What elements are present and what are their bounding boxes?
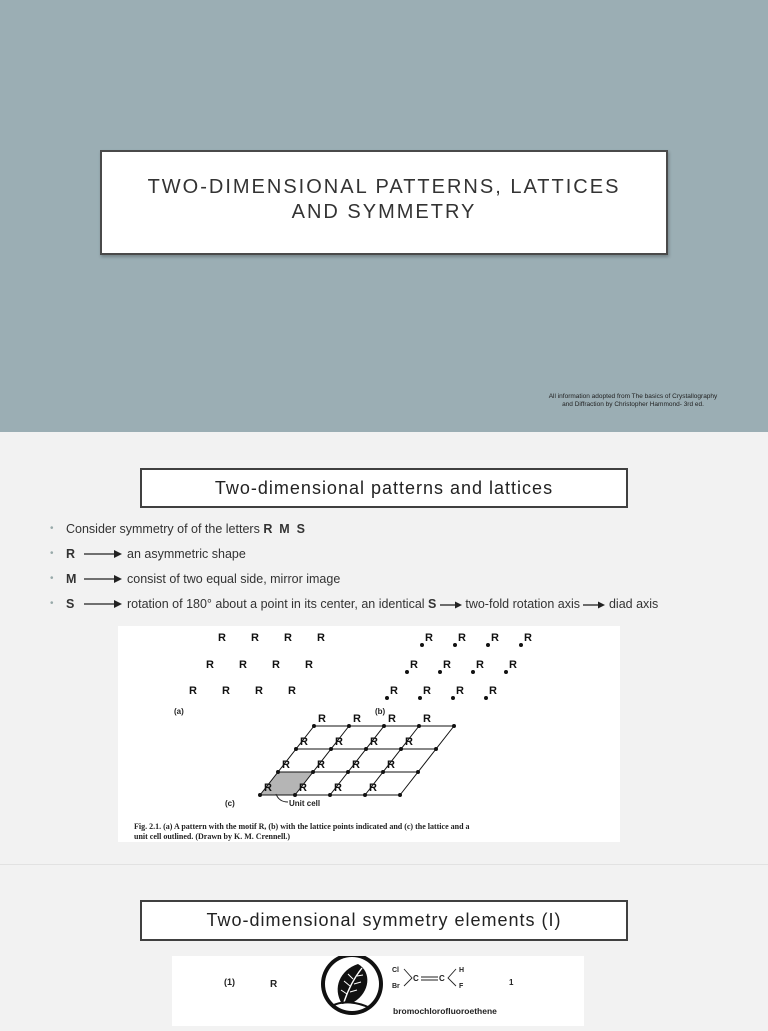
motif-r: R [251, 632, 259, 644]
pattern-b [385, 632, 532, 700]
atom-cl: Cl [392, 967, 399, 974]
bullet-list [50, 520, 750, 620]
lattice-point [434, 747, 438, 751]
motif-r: R [388, 713, 396, 725]
bond-right [448, 969, 456, 986]
motif-r: R [476, 659, 484, 671]
motif-r: R [335, 736, 343, 748]
motif-r: R [489, 685, 497, 697]
lattice-point [385, 696, 389, 700]
carbon-2: C [439, 974, 445, 983]
motif-r: R [443, 659, 451, 671]
motif-r: R [272, 659, 280, 671]
motif-r: R [264, 782, 272, 794]
lattice-point [504, 670, 508, 674]
slide-heading [140, 468, 628, 508]
motif-r: R [189, 685, 197, 697]
atom-h: H [459, 967, 465, 974]
title-slide [0, 0, 768, 432]
lattice-point [328, 793, 332, 797]
slide-heading-text: Two-dimensional patterns and lattices [214, 477, 554, 498]
patterns-slide [0, 432, 768, 865]
motif-r: R [284, 632, 292, 644]
motif-r: R [218, 632, 226, 644]
lattice-point [364, 747, 368, 751]
bullet-desc-a: rotation of 180° about a point in its center, an identical [127, 597, 425, 611]
motif-r: R [206, 659, 214, 671]
leaf-emblem-icon [321, 956, 383, 1015]
symmetry-figure [172, 956, 584, 1026]
bullet-letter: R [66, 547, 76, 561]
motif-r: R [456, 685, 464, 697]
motif-r: R [299, 782, 307, 794]
slide-title [148, 175, 621, 225]
bullet-full [66, 520, 305, 538]
bond-left [404, 969, 412, 986]
credit-line-1: All information adopted from The basics of Crystallography [548, 393, 718, 400]
symmetry-figure-svg [172, 956, 584, 1026]
title-line-2: AND SYMMETRY [291, 200, 477, 223]
arrow-icon [84, 572, 122, 586]
arrow-icon [583, 600, 605, 610]
bullet-desc-c: diad axis [608, 597, 659, 611]
slide-heading-text: Two-dimensional symmetry elements (I) [206, 910, 562, 930]
lattice-point [382, 724, 386, 728]
motif-r: R [305, 659, 313, 671]
bullet-item [50, 595, 750, 620]
motif-r: R [369, 782, 377, 794]
slide-heading [140, 900, 628, 941]
motif-r: R [255, 685, 263, 697]
lattice-point [519, 643, 523, 647]
motif-r: R [334, 782, 342, 794]
motif-r: R [423, 713, 431, 725]
motif-r: R [318, 713, 326, 725]
arrow-icon [440, 600, 462, 610]
bullet-text: Consider symmetry of of the letters [66, 522, 260, 536]
bullet-desc [127, 595, 658, 613]
motif-r: R [282, 759, 290, 771]
unit-cell-label: Unit cell [289, 799, 321, 808]
motif-r: R [317, 759, 325, 771]
bullet-item [50, 570, 750, 595]
motif-r: R [423, 685, 431, 697]
lattice-figure-svg [118, 626, 620, 842]
motif-r: R [524, 632, 532, 644]
motif-r: R [491, 632, 499, 644]
label-a: (a) [174, 707, 184, 716]
figure-caption-2: unit cell outlined. (Drawn by K. M. Crennell.) [134, 832, 291, 841]
bullet-letters: R M S [263, 522, 305, 536]
lattice-point [347, 724, 351, 728]
lattice-point [381, 770, 385, 774]
arrow-icon [84, 547, 122, 561]
pattern-a [189, 632, 325, 697]
lattice-point [416, 770, 420, 774]
molecule-name: bromochlorofluoroethene [393, 1006, 497, 1016]
bullet-desc: an asymmetric shape [127, 547, 246, 561]
lattice-point [293, 793, 297, 797]
credit-line-2: and Diffraction by Christopher Hammond- 3rd ed. [562, 401, 704, 408]
lattice-point [451, 696, 455, 700]
lattice-point [486, 643, 490, 647]
lattice-point [258, 793, 262, 797]
lattice-point [453, 643, 457, 647]
lattice-point [405, 670, 409, 674]
bullet-desc-b: two-fold rotation axis [465, 597, 580, 611]
motif-r: R [410, 659, 418, 671]
lattice-point [363, 793, 367, 797]
lattice-point [438, 670, 442, 674]
bullet-letter: M [66, 572, 77, 586]
motif-r: R [458, 632, 466, 644]
label-c: (c) [225, 799, 235, 808]
bullet-item [50, 545, 750, 570]
motif-r: R [300, 736, 308, 748]
figure-caption-1: Fig. 2.1. (a) A pattern with the motif R, (b) with the lattice points indicated and (c) the lattice and a [134, 822, 470, 831]
pattern-c [258, 713, 456, 797]
bullet-dot-icon: • [50, 523, 54, 534]
motif-r: R [317, 632, 325, 644]
lattice-point [329, 747, 333, 751]
bullet-dot-icon: • [50, 598, 54, 609]
motif-r: R [352, 759, 360, 771]
motif-r: R [370, 736, 378, 748]
lattice-point [294, 747, 298, 751]
bullet-dot-icon: • [50, 548, 54, 559]
item-number: (1) [224, 977, 235, 987]
lattice-point [417, 724, 421, 728]
atom-br: Br [392, 983, 400, 990]
motif-r: R [353, 713, 361, 725]
lattice-point [471, 670, 475, 674]
lattice-point [276, 770, 280, 774]
lattice-point [398, 793, 402, 797]
lattice-point [312, 724, 316, 728]
motif-r: R [222, 685, 230, 697]
lattice-point [311, 770, 315, 774]
carbon-1: C [413, 974, 419, 983]
lattice-point [452, 724, 456, 728]
motif-r: R [270, 979, 278, 990]
motif-r: R [405, 736, 413, 748]
symmetry-slide [0, 866, 768, 1024]
title-line-1: TWO-DIMENSIONAL PATTERNS, LATTICES [147, 175, 621, 198]
motif-r: R [387, 759, 395, 771]
bullet-letter-2: S [428, 597, 437, 611]
atom-f: F [459, 983, 464, 990]
lattice-point [420, 643, 424, 647]
lattice-figure [118, 626, 620, 842]
motif-r: R [239, 659, 247, 671]
label-b: (b) [375, 707, 386, 716]
motif-r: R [288, 685, 296, 697]
motif-r: R [509, 659, 517, 671]
bullet-dot-icon: • [50, 573, 54, 584]
bullet-item [50, 520, 750, 545]
lattice-point [346, 770, 350, 774]
source-credit [528, 393, 738, 409]
lattice-point [418, 696, 422, 700]
bullet-desc: consist of two equal side, mirror image [127, 572, 341, 586]
lattice-point [399, 747, 403, 751]
item-index: 1 [509, 978, 514, 987]
title-box [100, 150, 668, 255]
motif-r: R [390, 685, 398, 697]
motif-r: R [425, 632, 433, 644]
bullet-letter: S [66, 597, 75, 611]
lattice-point [484, 696, 488, 700]
arrow-icon [84, 597, 122, 611]
